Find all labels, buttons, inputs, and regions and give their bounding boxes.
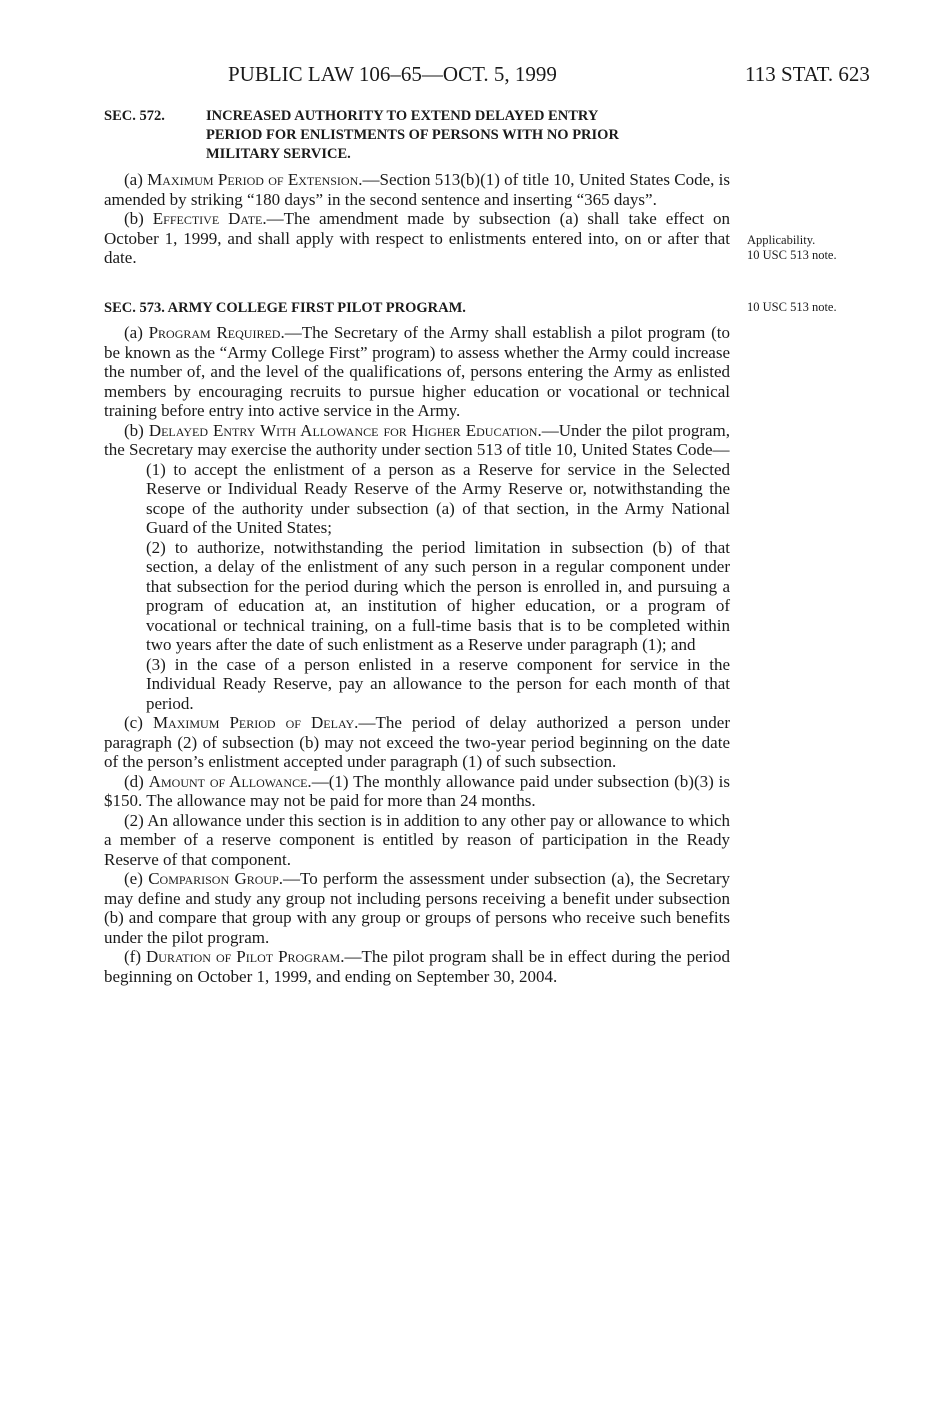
paragraph-b2: (2) to authorize, notwithstanding the period limitation in subsection (b) of that section, a delay of the enlistment of any such person in a regular component under that subsection for the period during which the person is enrolled in, and pursuing a program of education at, an institution of higher education, or a program of vocational or technical training, on a full-time basis that is to be completed within two years after the date of such enlistment as a Reserve under paragraph (1); and [146,537,730,654]
section-573-heading: SEC. 573. ARMY COLLEGE FIRST PILOT PROGRAM. [104,300,466,316]
section-573-subsection-a: (a) Program Required.—The Secretary of the Army shall establish a pilot program (to be known as the “Army College First” program) to assess whether the Army could increase the number of, and the level of the qualifications of, persons entering the Army as enlisted members by encouraging recruits to pursue higher education or vocational or technical training before entry into active service in the Army. [104,323,730,420]
section-573-subsection-f: (f) Duration of Pilot Program.—The pilot program shall be in effect during the period beginning on October 1, 1999, and ending on September 30, 2004. [104,947,730,986]
margin-note-applicability: Applicability. 10 USC 513 note. [747,233,937,263]
page-title: PUBLIC LAW 106–65—OCT. 5, 1999 [228,62,557,86]
section-572-heading [104,107,730,164]
subsection-heading: Program Required. [148,323,285,342]
subsection-heading: Effective Date. [152,209,267,228]
margin-note-usc: 10 USC 513 note. [747,248,837,262]
section-572-number: SEC. 572. [104,108,165,124]
statute-page-number: 113 STAT. 623 [745,62,870,86]
section-572-subsection-a: (a) Maximum Period of Extension.—Section 513(b)(1) of title 10, United States Code, is amended by striking “180 days” in the second sentence and inserting “365 days”. [104,170,730,209]
section-572 [104,107,730,268]
section-573 [104,299,730,986]
subsection-heading: Maximum Period of Delay. [152,713,359,732]
section-573-subsection-d-2: (2) An allowance under this section is in addition to any other pay or allowance to which a member of a reserve component is entitled by reason of participation in the Ready Reserve of that component. [104,810,730,869]
section-572-title-line-3: MILITARY SERVICE. [206,146,351,162]
subsection-heading: Comparison Group. [148,869,283,888]
section-573-subsection-b: (b) Delayed Entry With Allowance for Higher Education.—Under the pilot program, the Secretary may exercise the authority under section 513 of title 10, United States Code— [104,420,730,459]
paragraph-b3: (3) in the case of a person enlisted in a reserve component for service in the Individual Ready Reserve, pay an allowance to the person for each month of that period. [146,654,730,713]
subsection-heading: Maximum Period of Extension. [147,170,363,189]
section-573-subsection-d: (d) Amount of Allowance.—(1) The monthly allowance paid under subsection (b)(3) is $150. The allowance may not be paid for more than 24 months. [104,771,731,810]
section-572-title-line-1: INCREASED AUTHORITY TO EXTEND DELAYED ENTRY [206,108,599,124]
page-header [0,58,944,90]
subsection-heading: Delayed Entry With Allowance for Higher Education. [148,420,542,440]
section-573-subsection-e: (e) Comparison Group.—To perform the assessment under subsection (a), the Secretary may define and study any group not including persons receiving a benefit under subsection (b) and compare that group with any group or groups of persons who receive such benefits under the pilot program. [104,869,730,947]
section-572-title-line-2: PERIOD FOR ENLISTMENTS OF PERSONS WITH NO PRIOR [206,127,619,143]
subsection-heading: Amount of Allowance. [148,771,312,791]
section-572-subsection-b: (b) Effective Date.—The amendment made by subsection (a) shall take effect on October 1, 1999, and shall apply with respect to enlistments entered into, on or after that date. [104,209,731,267]
paragraph-b1: (1) to accept the enlistment of a person as a Reserve for service in the Selected Reserve or Individual Ready Reserve of the Army Reserve or, notwithstanding the scope of the authority under subsection (a) of that section, in the Army National Guard of the United States; [146,459,730,537]
section-573-subsection-c: (c) Maximum Period of Delay.—The period of delay authorized a person under paragraph (2) of subsection (b) may not exceed the two-year period beginning on the date of the person’s enlistment accepted under paragraph (1) of such subsection. [104,713,730,771]
margin-note-usc-573: 10 USC 513 note. [747,300,837,314]
subsection-heading: Duration of Pilot Program. [146,947,345,966]
